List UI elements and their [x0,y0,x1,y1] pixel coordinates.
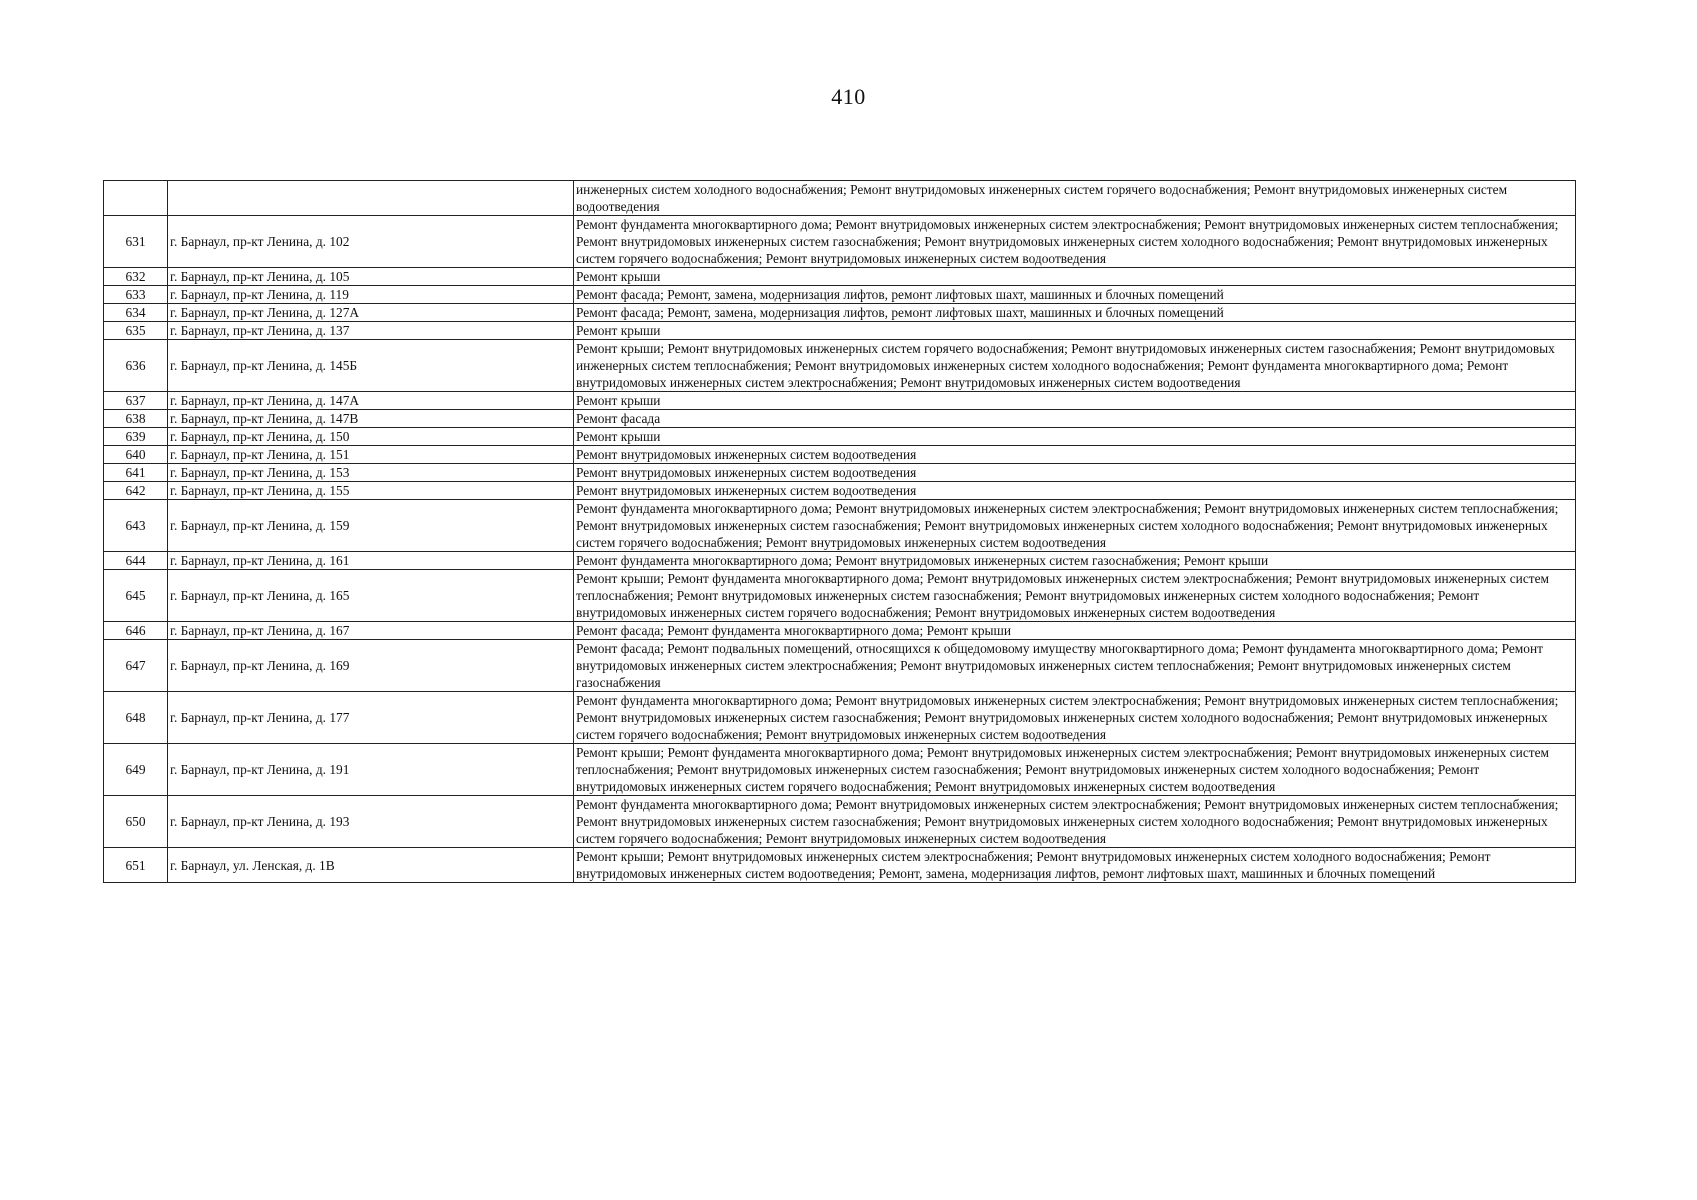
row-number: 648 [104,692,168,744]
building-address: г. Барнаул, пр-кт Ленина, д. 127А [168,304,574,322]
table-row [104,392,1576,410]
building-address: г. Барнаул, пр-кт Ленина, д. 151 [168,446,574,464]
table-row [104,268,1576,286]
repair-works: Ремонт крыши; Ремонт внутридомовых инженерных систем горячего водоснабжения; Ремонт внутридомовых инженерных систем газоснабжения; Ремонт внутридомовых инженерных систем теплоснабжения; Ремонт внутридомовых инженерных систем холодного водоснабжения; Ремонт фундамента многоквартирного дома; Ремонт внутридомовых инженерных систем электроснабжения; Ремонт внутридомовых инженерных систем водоотведения [574,340,1576,392]
table-row [104,216,1576,268]
repair-works: Ремонт крыши; Ремонт внутридомовых инженерных систем электроснабжения; Ремонт внутридомовых инженерных систем холодного водоснабжения; Ремонт внутридомовых инженерных систем водоотведения; Ремонт, замена, модернизация лифтов, ремонт лифтовых шахт, машинных и блочных помещений [574,848,1576,883]
table-row [104,464,1576,482]
repair-works: Ремонт фундамента многоквартирного дома; Ремонт внутридомовых инженерных систем электроснабжения; Ремонт внутридомовых инженерных систем теплоснабжения; Ремонт внутридомовых инженерных систем газоснабжения; Ремонт внутридомовых инженерных систем холодного водоснабжения; Ремонт внутридомовых инженерных систем горячего водоснабжения; Ремонт внутридомовых инженерных систем водоотведения [574,500,1576,552]
repair-works: Ремонт внутридомовых инженерных систем водоотведения [574,446,1576,464]
building-address: г. Барнаул, ул. Ленская, д. 1В [168,848,574,883]
row-number: 634 [104,304,168,322]
building-address: г. Барнаул, пр-кт Ленина, д. 147А [168,392,574,410]
row-number: 639 [104,428,168,446]
repair-works: Ремонт фасада; Ремонт, замена, модернизация лифтов, ремонт лифтовых шахт, машинных и блочных помещений [574,286,1576,304]
repair-works: Ремонт фундамента многоквартирного дома; Ремонт внутридомовых инженерных систем газоснабжения; Ремонт крыши [574,552,1576,570]
repair-works: Ремонт крыши [574,428,1576,446]
table-row [104,796,1576,848]
repair-works: Ремонт внутридомовых инженерных систем водоотведения [574,464,1576,482]
table-body [104,181,1576,883]
repair-works: Ремонт крыши; Ремонт фундамента многоквартирного дома; Ремонт внутридомовых инженерных систем электроснабжения; Ремонт внутридомовых инженерных систем теплоснабжения; Ремонт внутридомовых инженерных систем газоснабжения; Ремонт внутридомовых инженерных систем холодного водоснабжения; Ремонт внутридомовых инженерных систем горячего водоснабжения; Ремонт внутридомовых инженерных систем водоотведения [574,570,1576,622]
table-row [104,428,1576,446]
row-number: 643 [104,500,168,552]
row-number: 631 [104,216,168,268]
row-number: 633 [104,286,168,304]
row-number: 651 [104,848,168,883]
repair-works: Ремонт крыши [574,268,1576,286]
repair-works: Ремонт фасада [574,410,1576,428]
repair-works: Ремонт крыши [574,322,1576,340]
building-address: г. Барнаул, пр-кт Ленина, д. 167 [168,622,574,640]
repair-works: Ремонт крыши; Ремонт фундамента многоквартирного дома; Ремонт внутридомовых инженерных систем электроснабжения; Ремонт внутридомовых инженерных систем теплоснабжения; Ремонт внутридомовых инженерных систем газоснабжения; Ремонт внутридомовых инженерных систем холодного водоснабжения; Ремонт внутридомовых инженерных систем горячего водоснабжения; Ремонт внутридомовых инженерных систем водоотведения [574,744,1576,796]
building-address: г. Барнаул, пр-кт Ленина, д. 159 [168,500,574,552]
table-row [104,410,1576,428]
row-number: 640 [104,446,168,464]
repair-works: Ремонт крыши [574,392,1576,410]
building-address: г. Барнаул, пр-кт Ленина, д. 102 [168,216,574,268]
building-address: г. Барнаул, пр-кт Ленина, д. 145Б [168,340,574,392]
repair-works: Ремонт фундамента многоквартирного дома; Ремонт внутридомовых инженерных систем электроснабжения; Ремонт внутридомовых инженерных систем теплоснабжения; Ремонт внутридомовых инженерных систем газоснабжения; Ремонт внутридомовых инженерных систем холодного водоснабжения; Ремонт внутридомовых инженерных систем горячего водоснабжения; Ремонт внутридомовых инженерных систем водоотведения [574,796,1576,848]
table-row [104,692,1576,744]
row-number: 646 [104,622,168,640]
repair-works: Ремонт фасада; Ремонт подвальных помещений, относящихся к общедомовому имуществу многоквартирного дома; Ремонт фундамента многоквартирного дома; Ремонт внутридомовых инженерных систем электроснабжения; Ремонт внутридомовых инженерных систем теплоснабжения; Ремонт внутридомовых инженерных систем газоснабжения [574,640,1576,692]
table-row [104,286,1576,304]
building-address: г. Барнаул, пр-кт Ленина, д. 153 [168,464,574,482]
building-address: г. Барнаул, пр-кт Ленина, д. 177 [168,692,574,744]
row-number: 644 [104,552,168,570]
repair-works: Ремонт фасада; Ремонт фундамента многоквартирного дома; Ремонт крыши [574,622,1576,640]
row-number: 650 [104,796,168,848]
building-address: г. Барнаул, пр-кт Ленина, д. 193 [168,796,574,848]
building-address: г. Барнаул, пр-кт Ленина, д. 105 [168,268,574,286]
row-number: 641 [104,464,168,482]
table-row [104,640,1576,692]
table-row [104,304,1576,322]
table-row [104,552,1576,570]
repair-works: Ремонт фундамента многоквартирного дома; Ремонт внутридомовых инженерных систем электроснабжения; Ремонт внутридомовых инженерных систем теплоснабжения; Ремонт внутридомовых инженерных систем газоснабжения; Ремонт внутридомовых инженерных систем холодного водоснабжения; Ремонт внутридомовых инженерных систем горячего водоснабжения; Ремонт внутридомовых инженерных систем водоотведения [574,692,1576,744]
table-row [104,181,1576,216]
building-address [168,181,574,216]
building-address: г. Барнаул, пр-кт Ленина, д. 155 [168,482,574,500]
building-address: г. Барнаул, пр-кт Ленина, д. 191 [168,744,574,796]
building-address: г. Барнаул, пр-кт Ленина, д. 161 [168,552,574,570]
repair-register-table [103,180,1576,883]
building-address: г. Барнаул, пр-кт Ленина, д. 137 [168,322,574,340]
table-row [104,446,1576,464]
row-number: 642 [104,482,168,500]
table-row [104,482,1576,500]
row-number: 649 [104,744,168,796]
row-number: 632 [104,268,168,286]
building-address: г. Барнаул, пр-кт Ленина, д. 147В [168,410,574,428]
row-number: 638 [104,410,168,428]
row-number [104,181,168,216]
row-number: 636 [104,340,168,392]
building-address: г. Барнаул, пр-кт Ленина, д. 150 [168,428,574,446]
page-number: 410 [831,84,866,109]
table-row [104,340,1576,392]
row-number: 645 [104,570,168,622]
table-row [104,500,1576,552]
repair-works: Ремонт фундамента многоквартирного дома; Ремонт внутридомовых инженерных систем электроснабжения; Ремонт внутридомовых инженерных систем теплоснабжения; Ремонт внутридомовых инженерных систем газоснабжения; Ремонт внутридомовых инженерных систем холодного водоснабжения; Ремонт внутридомовых инженерных систем горячего водоснабжения; Ремонт внутридомовых инженерных систем водоотведения [574,216,1576,268]
repair-works: инженерных систем холодного водоснабжения; Ремонт внутридомовых инженерных систем горячего водоснабжения; Ремонт внутридомовых инженерных систем водоотведения [574,181,1576,216]
row-number: 637 [104,392,168,410]
table-row [104,848,1576,883]
table-row [104,622,1576,640]
table-row [104,744,1576,796]
repair-works: Ремонт внутридомовых инженерных систем водоотведения [574,482,1576,500]
building-address: г. Барнаул, пр-кт Ленина, д. 165 [168,570,574,622]
building-address: г. Барнаул, пр-кт Ленина, д. 119 [168,286,574,304]
table-row [104,570,1576,622]
row-number: 647 [104,640,168,692]
building-address: г. Барнаул, пр-кт Ленина, д. 169 [168,640,574,692]
repair-works: Ремонт фасада; Ремонт, замена, модернизация лифтов, ремонт лифтовых шахт, машинных и блочных помещений [574,304,1576,322]
table-row [104,322,1576,340]
row-number: 635 [104,322,168,340]
